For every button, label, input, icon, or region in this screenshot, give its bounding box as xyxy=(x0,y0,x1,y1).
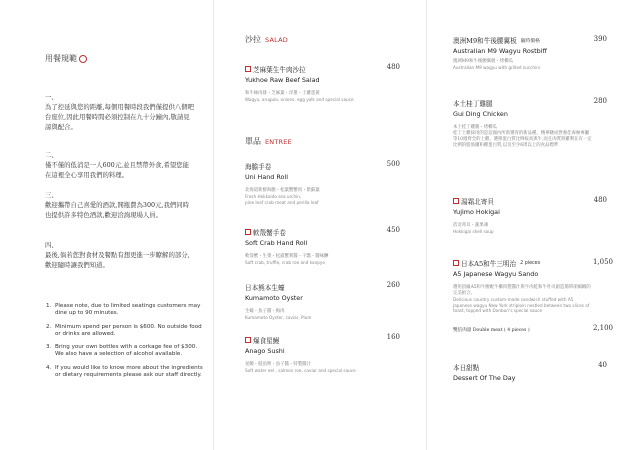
price-gui-ding-chicken: 280 xyxy=(593,97,607,105)
rule-zh-1: 一、 為了控延與您的距離,每個用餐時段我們僅提供八個吧台座位,因此用餐時間必須控制在九十分鐘內,敬請見諒與配合。 xyxy=(45,93,195,131)
menu-item-uni-hand-roll: 海膽手卷 Uni Hand Roll 北海道新鮮海膽・松葉蟹蟹肉・紫蘇葉 Fresh Hokkaido sea urchin, pine leaf crab meat and perilla leaf xyxy=(245,163,320,205)
price-yujimo-hokigai: 480 xyxy=(593,196,607,204)
rule-en-1: 1. Please note, due to limited seatings customers may dine up to 90 minutes. xyxy=(46,303,201,317)
main-course-page xyxy=(426,0,640,450)
rule-en-4: 4. If you would like to know more about the ingredients or dietary requirements please ask our staff directly. xyxy=(46,364,203,379)
menu-item-kumamoto-oyster: 日本熊本生蠔 Kumamoto Oyster 生蠔・魚子醬・梅肉 Kumamoto Oyster, caviar, Plum xyxy=(245,284,312,320)
price-dessert: 40 xyxy=(598,361,607,369)
rules-en-list xyxy=(46,303,206,385)
rule-en-2: 2. Minimum spend per person is $600. No outside food or drinks are allowed. xyxy=(46,323,202,337)
price-double-meat: 2,100 xyxy=(592,324,613,332)
menu-item-m9-wagyu: 澳洲M9和牛後腰翼板 隨時價格 Australian M9 Wagyu Rostbiff 澳洲M9和牛後腰翼板・烤櫛瓜 Australian M9 wagyu with grilled zucchini xyxy=(453,37,547,70)
dining-rules-title: 用餐規範 xyxy=(45,53,87,64)
menu-item-anago-sushi: 爆食星鰻 Anago Sushi 星鰻・鮭魚卵・魚子醬・特製醬汁 Soft water eel , salmon roe, caviar and special sauce xyxy=(245,337,356,373)
menu-item-a5-wagyu-sando: 日本A5和牛三明治 2 pieces A5 Japanese Wagyu Sando 選用頂級A5和牛腰配牛櫃肉製醬汁與牛肉乾和牛吐司創造簡單卻細緻的完美組合。 Delicious country custom-made sandwich stuffed with A5 Japanese wagyu New York striploin nestled between two slices of toast, topped with Donburi's special sauce xyxy=(453,260,591,314)
menu-item-dessert: 本日甜點 Dessert Of The Day xyxy=(453,364,516,382)
rule-zh-3: 三、 歡迎攜帶自己喜愛的酒款,開瓶費為300元,我們同時也提供許多特色酒款,歡迎洽詢現場人員。 xyxy=(45,191,190,219)
price-m9-wagyu: 390 xyxy=(593,35,607,43)
price-uni-hand-roll: 500 xyxy=(386,160,400,168)
section-salad-title: 沙拉 SALAD xyxy=(245,35,288,44)
price-yukhoe: 480 xyxy=(386,63,400,71)
price-a5-wagyu-sando: 1,050 xyxy=(592,258,613,266)
item-marker-icon xyxy=(453,198,459,204)
price-kumamoto-oyster: 260 xyxy=(386,281,400,289)
price-anago-sushi: 160 xyxy=(386,333,400,341)
seal-icon xyxy=(79,55,87,63)
item-marker-icon xyxy=(453,260,459,266)
rule-zh-4: 四、 最後,倘若您對食材及餐點有想更進一步瞭解的部分,歡迎隨時讓我們知道。 xyxy=(45,241,190,269)
rule-en-3: 3. Bring your own bottles with a corkage fee of $300. We also have a selection of alcohol available. xyxy=(46,344,198,358)
item-marker-icon xyxy=(245,337,251,343)
item-marker-icon xyxy=(245,66,251,72)
menu-item-yukhoe: 芝麻葉生牛肉沙拉 Yukhoe Raw Beef Salad 和牛絲肉排・芝麻葉・洋蔥・土雞蛋黃 Wagyu, arugula, onions, egg yolk and special sauce xyxy=(245,66,354,102)
item-marker-icon xyxy=(245,229,251,235)
menu-item-yujimo-hokigai: 湯霜北寄貝 Yujimo Hokigai 活北寄貝・蔬果凍 Hokkigai shell soup xyxy=(453,198,500,234)
menu-item-gui-ding-chicken: 本土桂丁雞腿 Gui Ding Chicken 本土桂丁雞腿・烤櫛瓜 桂丁土雞採用的是這國內所新選育的新品種、精華鏈成營養佳毒極專屬等10週齊全的土雞。選擇蛋白質比例較高與牛,而且肉質與雞利在有一定比例的脂肪團和雞蛋白質,以及至少6周以上的食品標準 xyxy=(453,100,592,148)
notes-page xyxy=(0,0,213,450)
salad-entree-page xyxy=(213,0,426,450)
menu-item-soft-crab-roll: 軟殼蟹手卷 Soft Crab Hand Roll 軟殼蟹・生菜・松露蟹膏醬・干瓢・醬味醂 Soft crab, truffle, crab roe and kanpyo xyxy=(245,229,329,265)
price-soft-crab-roll: 450 xyxy=(386,226,400,234)
double-meat-label: 雙倍肉量 Double meat ( 4 pieces ) xyxy=(453,328,530,333)
section-entree-title: 單品 ENTREE xyxy=(245,137,292,146)
rule-zh-2: 二、 僅不僅的低消是一人600元,並且禁帶外食,希望您能在這裡全心享用我們的料理。 xyxy=(45,151,190,179)
